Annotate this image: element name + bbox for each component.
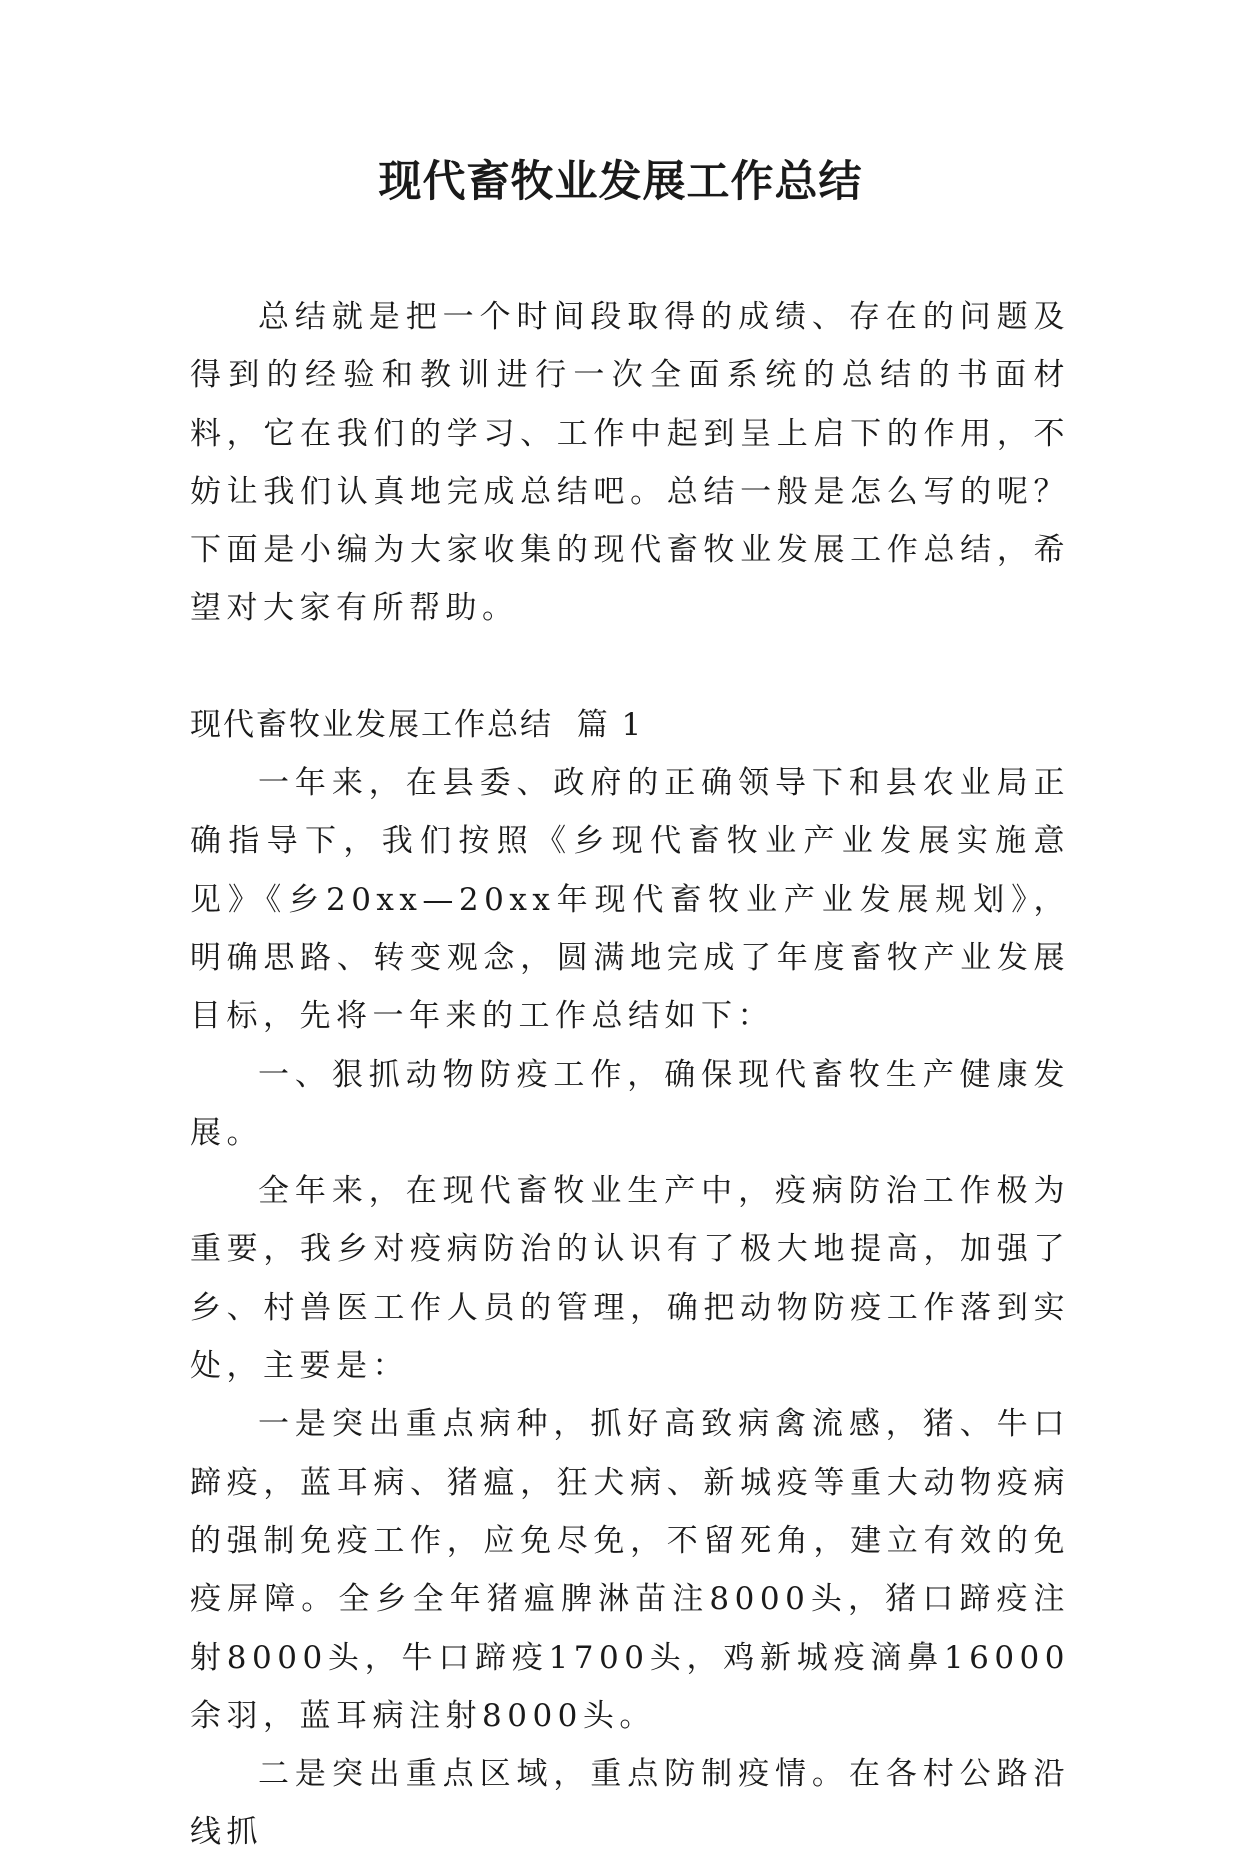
document-title: 现代畜牧业发展工作总结 <box>378 157 863 207</box>
body-paragraph: 一年来，在县委、政府的正确领导下和县农业局正确指导下，我们按照《乡现代畜牧业产业发展实施意见》《乡20xx—20xx年现代畜牧业产业发展规划》，明确思路、转变观念，圆满地完成了年度畜牧产业发展目标，先将一年来的工作总结如下： <box>190 765 1070 1035</box>
body-paragraph: 一、狠抓动物防疫工作，确保现代畜牧生产健康发展。 <box>190 1056 1070 1151</box>
body-paragraph: 一是突出重点病种，抓好高致病禽流感，猪、牛口蹄疫，蓝耳病、猪瘟，狂犬病、新城疫等重大动物疫病的强制免疫工作，应免尽免，不留死角，建立有效的免疫屏障。全乡全年猪瘟脾淋苗注8000头，猪口蹄疫注射8000头，牛口蹄疫1700头，鸡新城疫滴鼻16000余羽，蓝耳病注射8000头。 <box>190 1406 1070 1734</box>
body-paragraph: 全年来，在现代畜牧业生产中，疫病防治工作极为重要，我乡对疫病防治的认识有了极大地提高，加强了乡、村兽医工作人员的管理，确把动物防疫工作落到实处，主要是： <box>190 1173 1070 1385</box>
section-heading: 现代畜牧业发展工作总结 篇 1 <box>190 706 644 743</box>
body-paragraph: 二是突出重点区域，重点防制疫情。在各村公路沿线抓 <box>190 1756 1070 1851</box>
intro-paragraph: 总结就是把一个时间段取得的成绩、存在的问题及得到的经验和教训进行一次全面系统的总结的书面材料，它在我们的学习、工作中起到呈上启下的作用，不妨让我们认真地完成总结吧。总结一般是怎么写的呢？下面是小编为大家收集的现代畜牧业发展工作总结，希望对大家有所帮助。 <box>190 299 1070 627</box>
document-body <box>190 288 1070 1862</box>
